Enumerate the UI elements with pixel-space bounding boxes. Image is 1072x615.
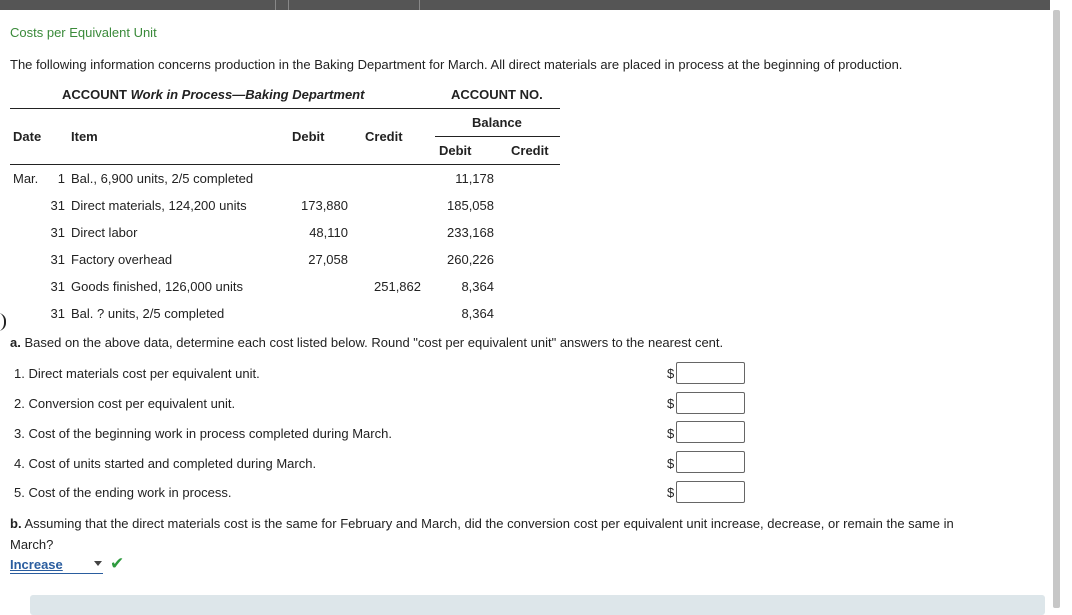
ledger-top-rule bbox=[10, 108, 560, 109]
question-text bbox=[14, 366, 260, 381]
row-balance: 185,058 bbox=[447, 198, 494, 213]
part-a-label: a. bbox=[10, 335, 21, 350]
col-balance-credit: Credit bbox=[511, 143, 549, 158]
row-balance: 260,226 bbox=[447, 252, 494, 267]
row-day: 31 bbox=[50, 225, 65, 240]
col-item: Item bbox=[71, 129, 98, 144]
question-text bbox=[14, 456, 316, 471]
row-item: Bal., 6,900 units, 2/5 completed bbox=[71, 171, 254, 186]
question-label: Cost of the beginning work in process completed during March. bbox=[28, 426, 392, 441]
dollar-sign: $ bbox=[667, 426, 675, 441]
row-day: 31 bbox=[50, 306, 65, 321]
balance-label: Balance bbox=[472, 115, 522, 130]
select-value: Increase bbox=[10, 557, 63, 572]
direct-materials-cost-input[interactable] bbox=[676, 362, 745, 384]
conversion-cost-input[interactable] bbox=[676, 392, 745, 414]
row-item: Direct labor bbox=[71, 225, 138, 240]
question-label: Cost of the ending work in process. bbox=[28, 485, 232, 500]
row-debit: 173,880 bbox=[301, 198, 348, 213]
dollar-sign: $ bbox=[667, 366, 675, 381]
account-heading bbox=[62, 87, 364, 102]
conversion-cost-change-select[interactable] bbox=[10, 557, 103, 574]
feedback-panel bbox=[30, 595, 1045, 615]
toolbar-divider bbox=[419, 0, 420, 10]
part-b-text-line2: March? bbox=[10, 537, 54, 552]
chevron-down-icon bbox=[94, 561, 102, 566]
question-number: 4. bbox=[14, 456, 25, 471]
row-balance: 233,168 bbox=[447, 225, 494, 240]
question-text bbox=[14, 396, 235, 411]
row-day: 1 bbox=[57, 171, 65, 186]
row-balance: 11,178 bbox=[455, 171, 494, 186]
left-edge-bracket bbox=[0, 313, 6, 331]
account-prefix: ACCOUNT bbox=[62, 87, 127, 102]
question-number: 5. bbox=[14, 485, 25, 500]
part-b-text: Assuming that the direct materials cost is the same for February and March, did the conversion cost per equivalent unit increase, decrease, or remain the same in bbox=[24, 516, 954, 531]
part-b-label: b. bbox=[10, 516, 22, 531]
row-day: 31 bbox=[50, 279, 65, 294]
col-credit: Credit bbox=[365, 129, 403, 144]
correct-check-icon: ✔ bbox=[110, 554, 125, 573]
part-a-prompt bbox=[10, 335, 723, 350]
top-toolbar-strip bbox=[0, 0, 1056, 10]
toolbar-divider bbox=[275, 0, 276, 10]
row-balance: 8,364 bbox=[461, 306, 494, 321]
question-number: 3. bbox=[14, 426, 25, 441]
dollar-sign: $ bbox=[667, 456, 675, 471]
row-item: Factory overhead bbox=[71, 252, 173, 267]
section-title: Costs per Equivalent Unit bbox=[10, 25, 157, 40]
started-completed-cost-input[interactable] bbox=[676, 451, 745, 473]
intro-text: The following information concerns production in the Baking Department for March. All direct materials are placed in process at the beginning of production. bbox=[10, 57, 903, 72]
col-balance-debit: Debit bbox=[439, 143, 472, 158]
row-credit: 251,862 bbox=[374, 279, 421, 294]
question-text bbox=[14, 485, 232, 500]
question-text bbox=[14, 426, 392, 441]
row-debit: 48,110 bbox=[309, 225, 348, 240]
part-a-text: Based on the above data, determine each cost listed below. Round "cost per equivalent unit" answers to the nearest cent. bbox=[24, 335, 724, 350]
row-item: Direct materials, 124,200 units bbox=[71, 198, 247, 213]
account-name: Work in Process—Baking Department bbox=[130, 87, 365, 102]
account-no-label: ACCOUNT NO. bbox=[451, 87, 543, 102]
month-label: Mar. bbox=[13, 171, 39, 186]
ledger-header-rule bbox=[10, 164, 560, 165]
dollar-sign: $ bbox=[667, 396, 675, 411]
question-label: Direct materials cost per equivalent unit. bbox=[28, 366, 260, 381]
balance-rule bbox=[435, 136, 560, 137]
row-debit: 27,058 bbox=[308, 252, 348, 267]
question-label: Conversion cost per equivalent unit. bbox=[28, 396, 236, 411]
row-balance: 8,364 bbox=[461, 279, 494, 294]
part-b-prompt bbox=[10, 516, 954, 531]
toolbar-divider bbox=[288, 0, 289, 10]
row-day: 31 bbox=[50, 252, 65, 267]
row-item: Bal. ? units, 2/5 completed bbox=[71, 306, 225, 321]
col-debit: Debit bbox=[292, 129, 325, 144]
col-date: Date bbox=[13, 129, 42, 144]
question-number: 2. bbox=[14, 396, 25, 411]
question-label: Cost of units started and completed during March. bbox=[28, 456, 317, 471]
beginning-wip-cost-input[interactable] bbox=[676, 421, 745, 443]
row-item: Goods finished, 126,000 units bbox=[71, 279, 244, 294]
dollar-sign: $ bbox=[667, 485, 675, 500]
scrollbar-thumb[interactable] bbox=[1053, 10, 1060, 608]
question-number: 1. bbox=[14, 366, 25, 381]
row-day: 31 bbox=[50, 198, 65, 213]
ending-wip-cost-input[interactable] bbox=[676, 481, 745, 503]
